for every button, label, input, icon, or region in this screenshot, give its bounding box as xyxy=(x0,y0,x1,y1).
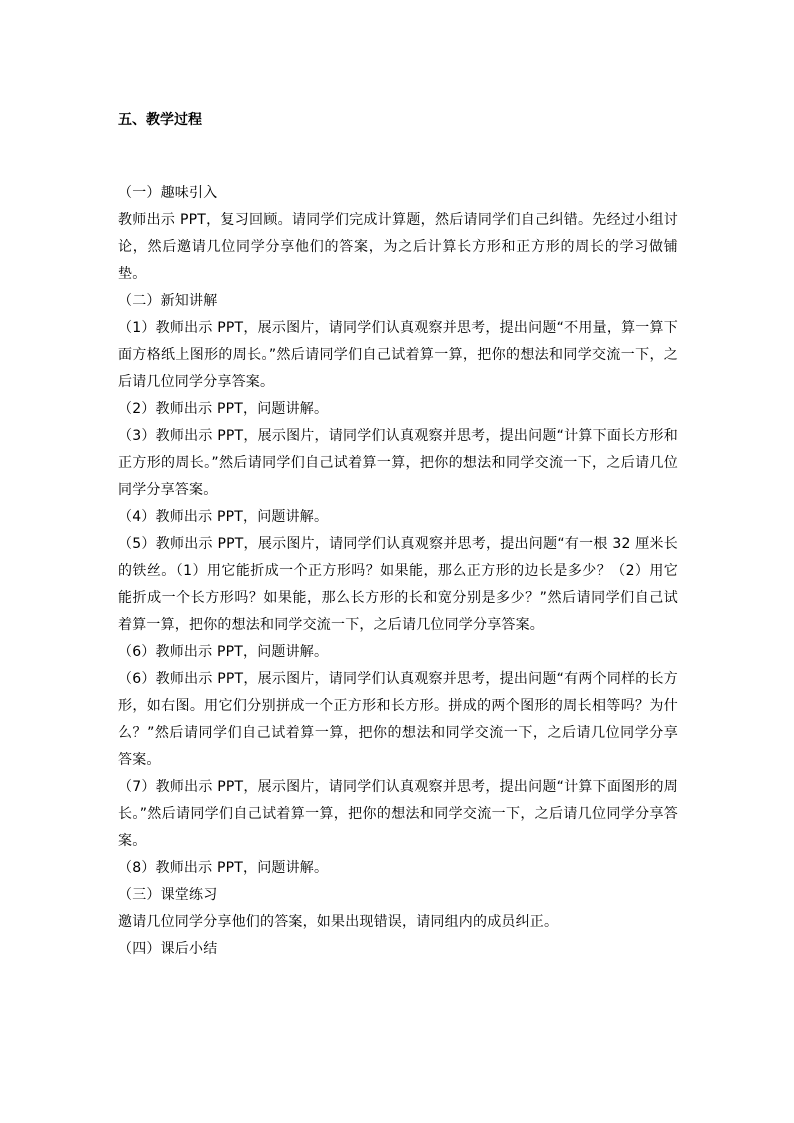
paragraph-step-8: （8）教师出示 PPT，问题讲解。 xyxy=(118,860,329,876)
document-body xyxy=(118,110,678,963)
subsection-heading-summary: （四）课后小结 xyxy=(118,941,218,957)
paragraph-step-5: （5）教师出示 PPT，展示图片，请同学们认真观察并思考，提出问题“有一根 32 厘米长的铁丝。（1）用它能折成一个正方形吗？如果能，那么正方形的边长是多少？（2）用它能折成一个长方形吗？如果能，那么长方形的长和宽分别是多少？”然后请同学们自己试着算一算，把你的想法和同学交流一下，之后请几位同学分享答案。 xyxy=(118,536,678,633)
paragraph-step-1: （1）教师出示 PPT，展示图片，请同学们认真观察并思考，提出问题“不用量，算一算下面方格纸上图形的周长。”然后请同学们自己试着算一算，把你的想法和同学交流一下，之后请几位同学分享答案。 xyxy=(118,320,678,390)
subsection-heading-intro: （一）趣味引入 xyxy=(118,185,218,201)
paragraph-intro-body: 教师出示 PPT，复习回顾。请同学们完成计算题，然后请同学们自己纠错。先经过小组讨论，然后邀请几位同学分享他们的答案，为之后计算长方形和正方形的周长的学习做铺垫。 xyxy=(118,212,678,282)
subsection-heading-new-knowledge: （二）新知讲解 xyxy=(118,293,218,309)
paragraph-step-7: （7）教师出示 PPT，展示图片，请同学们认真观察并思考，提出问题“计算下面图形的周长。”然后请同学们自己试着算一算，把你的想法和同学交流一下，之后请几位同学分享答案。 xyxy=(118,779,678,849)
paragraph-step-6b: （6）教师出示 PPT，展示图片，请同学们认真观察并思考，提出问题“有两个同样的长方形，如右图。用它们分别拼成一个正方形和长方形。拼成的两个图形的周长相等吗？为什么？”然后请同学们自己试着算一算，把你的想法和同学交流一下，之后请几位同学分享答案。 xyxy=(118,671,678,768)
paragraph-step-2: （2）教师出示 PPT，问题讲解。 xyxy=(118,401,329,417)
paragraph-step-3: （3）教师出示 PPT，展示图片，请同学们认真观察并思考，提出问题“计算下面长方形和正方形的周长。”然后请同学们自己试着算一算，把你的想法和同学交流一下，之后请几位同学分享答案。 xyxy=(118,428,678,498)
paragraph-step-6a: （6）教师出示 PPT，问题讲解。 xyxy=(118,644,329,660)
subsection-heading-practice: （三）课堂练习 xyxy=(118,887,218,903)
paragraph-practice-body: 邀请几位同学分享他们的答案，如果出现错误，请同组内的成员纠正。 xyxy=(118,914,559,930)
paragraph-step-4: （4）教师出示 PPT，问题讲解。 xyxy=(118,509,329,525)
section-title: 五、教学过程 xyxy=(118,112,202,128)
